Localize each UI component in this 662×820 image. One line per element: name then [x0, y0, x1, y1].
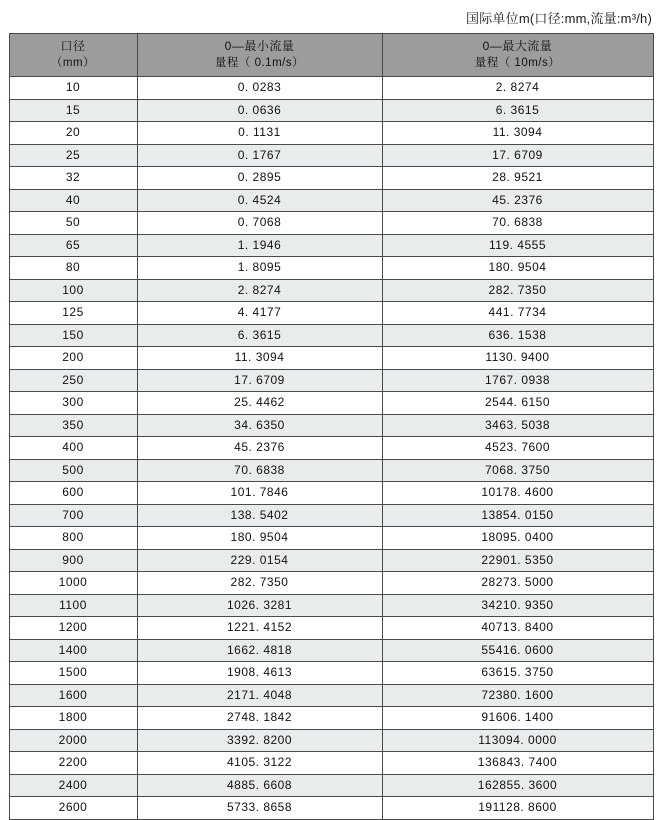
table-row — [9, 167, 653, 190]
table-row — [9, 707, 653, 730]
cell-min-flow: 4885. 6608 — [137, 774, 382, 797]
cell-diameter: 250 — [9, 369, 137, 392]
cell-diameter: 500 — [9, 459, 137, 482]
column-header-min-flow — [137, 34, 382, 77]
table-row — [9, 324, 653, 347]
table-row — [9, 302, 653, 325]
cell-diameter: 32 — [9, 167, 137, 190]
table-row — [9, 549, 653, 572]
cell-diameter: 1600 — [9, 684, 137, 707]
cell-max-flow: 6. 3615 — [382, 99, 653, 122]
cell-max-flow: 10178. 4600 — [382, 482, 653, 505]
cell-min-flow: 70. 6838 — [137, 459, 382, 482]
table-row — [9, 594, 653, 617]
cell-max-flow: 7068. 3750 — [382, 459, 653, 482]
cell-min-flow: 1026. 3281 — [137, 594, 382, 617]
cell-diameter: 25 — [9, 144, 137, 167]
cell-diameter: 1200 — [9, 617, 137, 640]
cell-min-flow: 4105. 3122 — [137, 752, 382, 775]
table-row — [9, 144, 653, 167]
cell-min-flow: 1908. 4613 — [137, 662, 382, 685]
cell-max-flow: 2544. 6150 — [382, 392, 653, 415]
table-row — [9, 212, 653, 235]
table-row — [9, 527, 653, 550]
cell-max-flow: 28. 9521 — [382, 167, 653, 190]
cell-max-flow: 113094. 0000 — [382, 729, 653, 752]
cell-min-flow: 2. 8274 — [137, 279, 382, 302]
table-body — [9, 77, 653, 820]
cell-diameter: 600 — [9, 482, 137, 505]
table-row — [9, 369, 653, 392]
cell-diameter: 2600 — [9, 797, 137, 820]
cell-max-flow: 119. 4555 — [382, 234, 653, 257]
table-row — [9, 257, 653, 280]
cell-min-flow: 0. 0283 — [137, 77, 382, 100]
cell-max-flow: 162855. 3600 — [382, 774, 653, 797]
cell-diameter: 65 — [9, 234, 137, 257]
cell-min-flow: 0. 1767 — [137, 144, 382, 167]
cell-max-flow: 4523. 7600 — [382, 437, 653, 460]
cell-min-flow: 101. 7846 — [137, 482, 382, 505]
cell-max-flow: 34210. 9350 — [382, 594, 653, 617]
cell-min-flow: 6. 3615 — [137, 324, 382, 347]
cell-diameter: 150 — [9, 324, 137, 347]
cell-min-flow: 229. 0154 — [137, 549, 382, 572]
cell-max-flow: 28273. 5000 — [382, 572, 653, 595]
column-header-diameter — [9, 34, 137, 77]
cell-diameter: 1000 — [9, 572, 137, 595]
cell-max-flow: 1767. 0938 — [382, 369, 653, 392]
cell-max-flow: 180. 9504 — [382, 257, 653, 280]
cell-diameter: 2000 — [9, 729, 137, 752]
table-row — [9, 77, 653, 100]
table-row — [9, 414, 653, 437]
cell-min-flow: 180. 9504 — [137, 527, 382, 550]
table-row — [9, 234, 653, 257]
cell-min-flow: 1. 8095 — [137, 257, 382, 280]
cell-diameter: 20 — [9, 122, 137, 145]
cell-min-flow: 0. 2895 — [137, 167, 382, 190]
column-header-diameter-line2: （mm） — [50, 57, 96, 70]
cell-diameter: 1500 — [9, 662, 137, 685]
cell-min-flow: 1221. 4152 — [137, 617, 382, 640]
table-row — [9, 684, 653, 707]
cell-min-flow: 1662. 4818 — [137, 639, 382, 662]
cell-min-flow: 45. 2376 — [137, 437, 382, 460]
column-header-min-flow-line1: 0—最小流量 — [224, 38, 295, 53]
table-row — [9, 617, 653, 640]
cell-diameter: 1100 — [9, 594, 137, 617]
table-row — [9, 392, 653, 415]
table-header — [9, 34, 653, 77]
cell-min-flow: 2748. 1842 — [137, 707, 382, 730]
cell-diameter: 1400 — [9, 639, 137, 662]
cell-min-flow: 138. 5402 — [137, 504, 382, 527]
table-row — [9, 482, 653, 505]
cell-diameter: 800 — [9, 527, 137, 550]
cell-max-flow: 40713. 8400 — [382, 617, 653, 640]
cell-diameter: 125 — [9, 302, 137, 325]
cell-max-flow: 63615. 3750 — [382, 662, 653, 685]
cell-min-flow: 0. 7068 — [137, 212, 382, 235]
cell-min-flow: 3392. 8200 — [137, 729, 382, 752]
cell-max-flow: 91606. 1400 — [382, 707, 653, 730]
table-row — [9, 189, 653, 212]
table-row — [9, 752, 653, 775]
cell-min-flow: 25. 4462 — [137, 392, 382, 415]
cell-diameter: 900 — [9, 549, 137, 572]
cell-min-flow: 11. 3094 — [137, 347, 382, 370]
cell-min-flow: 0. 1131 — [137, 122, 382, 145]
cell-min-flow: 1. 1946 — [137, 234, 382, 257]
cell-max-flow: 13854. 0150 — [382, 504, 653, 527]
cell-min-flow: 282. 7350 — [137, 572, 382, 595]
cell-max-flow: 17. 6709 — [382, 144, 653, 167]
table-row — [9, 122, 653, 145]
cell-max-flow: 191128. 8600 — [382, 797, 653, 820]
cell-max-flow: 72380. 1600 — [382, 684, 653, 707]
table-row — [9, 797, 653, 820]
cell-max-flow: 3463. 5038 — [382, 414, 653, 437]
cell-max-flow: 22901. 5350 — [382, 549, 653, 572]
cell-diameter: 700 — [9, 504, 137, 527]
cell-min-flow: 0. 0636 — [137, 99, 382, 122]
cell-min-flow: 4. 4177 — [137, 302, 382, 325]
cell-max-flow: 18095. 0400 — [382, 527, 653, 550]
cell-max-flow: 636. 1538 — [382, 324, 653, 347]
table-row — [9, 729, 653, 752]
table-row — [9, 572, 653, 595]
cell-max-flow: 11. 3094 — [382, 122, 653, 145]
cell-max-flow: 2. 8274 — [382, 77, 653, 100]
cell-min-flow: 2171. 4048 — [137, 684, 382, 707]
cell-diameter: 100 — [9, 279, 137, 302]
cell-diameter: 200 — [9, 347, 137, 370]
cell-max-flow: 441. 7734 — [382, 302, 653, 325]
cell-diameter: 50 — [9, 212, 137, 235]
table-row — [9, 437, 653, 460]
cell-diameter: 2200 — [9, 752, 137, 775]
cell-max-flow: 70. 6838 — [382, 212, 653, 235]
cell-diameter: 40 — [9, 189, 137, 212]
cell-diameter: 15 — [9, 99, 137, 122]
cell-diameter: 350 — [9, 414, 137, 437]
table-row — [9, 459, 653, 482]
cell-min-flow: 5733. 8658 — [137, 797, 382, 820]
cell-min-flow: 17. 6709 — [137, 369, 382, 392]
table-row — [9, 279, 653, 302]
column-header-max-flow — [382, 34, 653, 77]
table-row — [9, 774, 653, 797]
table-row — [9, 639, 653, 662]
cell-max-flow: 136843. 7400 — [382, 752, 653, 775]
cell-max-flow: 1130. 9400 — [382, 347, 653, 370]
column-header-diameter-line1: 口径 — [60, 38, 86, 53]
column-header-min-flow-line2: 量程（ 0.1m/s） — [214, 57, 305, 70]
cell-diameter: 1800 — [9, 707, 137, 730]
cell-diameter: 300 — [9, 392, 137, 415]
cell-min-flow: 34. 6350 — [137, 414, 382, 437]
column-header-max-flow-line2: 量程（ 10m/s） — [474, 57, 561, 70]
cell-max-flow: 282. 7350 — [382, 279, 653, 302]
table-row — [9, 662, 653, 685]
table-row — [9, 347, 653, 370]
cell-diameter: 400 — [9, 437, 137, 460]
header-row — [9, 34, 653, 77]
table-row — [9, 99, 653, 122]
cell-diameter: 2400 — [9, 774, 137, 797]
flow-range-table — [9, 33, 654, 820]
table-row — [9, 504, 653, 527]
cell-min-flow: 0. 4524 — [137, 189, 382, 212]
cell-max-flow: 55416. 0600 — [382, 639, 653, 662]
cell-diameter: 10 — [9, 77, 137, 100]
cell-diameter: 80 — [9, 257, 137, 280]
column-header-max-flow-line1: 0—最大流量 — [482, 38, 553, 53]
table-caption: 国际单位m(口径:mm,流量:m³/h) — [466, 11, 652, 26]
cell-max-flow: 45. 2376 — [382, 189, 653, 212]
